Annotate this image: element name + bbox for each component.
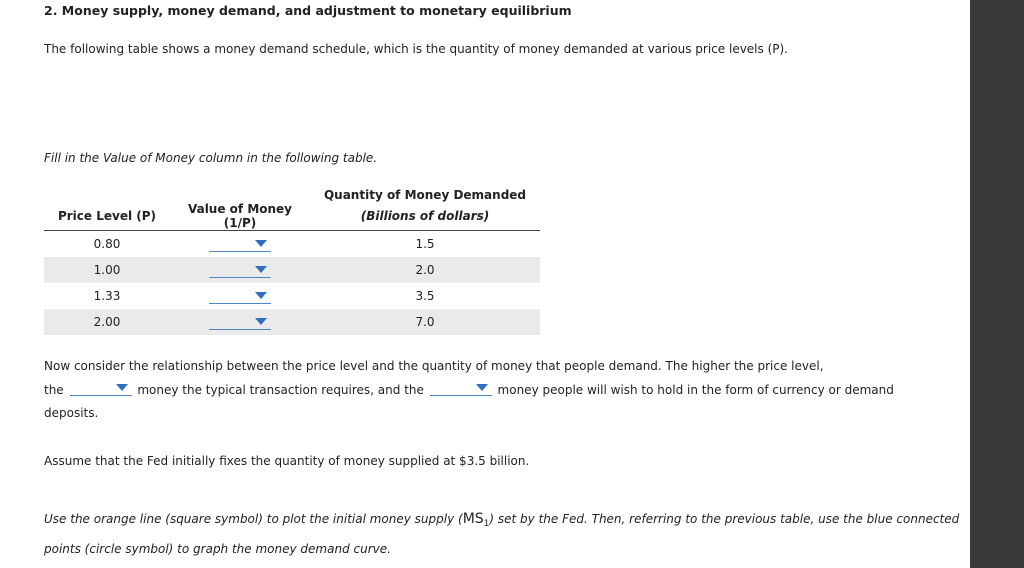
table-row: [44, 309, 540, 335]
price-cell: 1.00: [44, 257, 170, 283]
relationship-line1: Now consider the relationship between the price level and the quantity of money that people demand. The higher the price level,: [44, 359, 824, 373]
table-instruction: Fill in the Value of Money column in the following table.: [44, 151, 378, 165]
chevron-down-icon: [476, 384, 488, 391]
chevron-down-icon: [255, 266, 267, 273]
money-held-dropdown[interactable]: [430, 382, 492, 396]
header-value-of-money: Value of Money (1/P): [170, 202, 310, 231]
table-row: [44, 283, 540, 309]
assume-text: Assume that the Fed initially fixes the quantity of money supplied at $3.5 billion.: [44, 454, 530, 468]
plot-instruction-line1: Use the orange line (square symbol) to plot the initial money supply $(MS_1)$ set by the Fed. Then, referring to the previous table, use the blue connected: [44, 511, 960, 529]
money-supply-symbol: $MS_1$: [462, 511, 490, 529]
relationship-line2: the money the typical transaction requires, and the money people will wish to hold in the form of currency or demand: [44, 383, 894, 397]
header-quantity: Quantity of Money Demanded: [323, 188, 527, 202]
value-of-money-dropdown[interactable]: [209, 237, 271, 252]
chevron-down-icon: [116, 384, 128, 391]
quantity-cell: 1.5: [415, 237, 435, 251]
price-cell: 1.33: [93, 289, 121, 303]
value-of-money-dropdown[interactable]: [209, 315, 271, 330]
chevron-down-icon: [255, 292, 267, 299]
money-demand-table: [44, 180, 540, 335]
quantity-cell: 7.0: [310, 309, 540, 335]
table-row: [44, 257, 540, 283]
chevron-down-icon: [255, 240, 267, 247]
price-cell: 2.00: [44, 309, 170, 335]
quantity-cell: 3.5: [415, 289, 435, 303]
price-cell: 0.80: [93, 237, 121, 251]
value-of-money-dropdown[interactable]: [209, 263, 271, 278]
plot-instruction-line2: points (circle symbol) to graph the money demand curve.: [44, 542, 391, 556]
header-quantity-unit: (Billions of dollars): [310, 202, 540, 231]
question-title: 2. Money supply, money demand, and adjustment to monetary equilibrium: [44, 3, 572, 18]
quantity-cell: 2.0: [310, 257, 540, 283]
intro-text: The following table shows a money demand schedule, which is the quantity of money demanded at various price levels (P).: [44, 42, 788, 56]
header-price-level: Price Level (P): [44, 202, 170, 231]
table-row: [44, 231, 540, 258]
relationship-line3: deposits.: [44, 406, 99, 420]
value-of-money-dropdown[interactable]: [209, 289, 271, 304]
transaction-money-dropdown[interactable]: [70, 382, 132, 396]
chevron-down-icon: [255, 318, 267, 325]
